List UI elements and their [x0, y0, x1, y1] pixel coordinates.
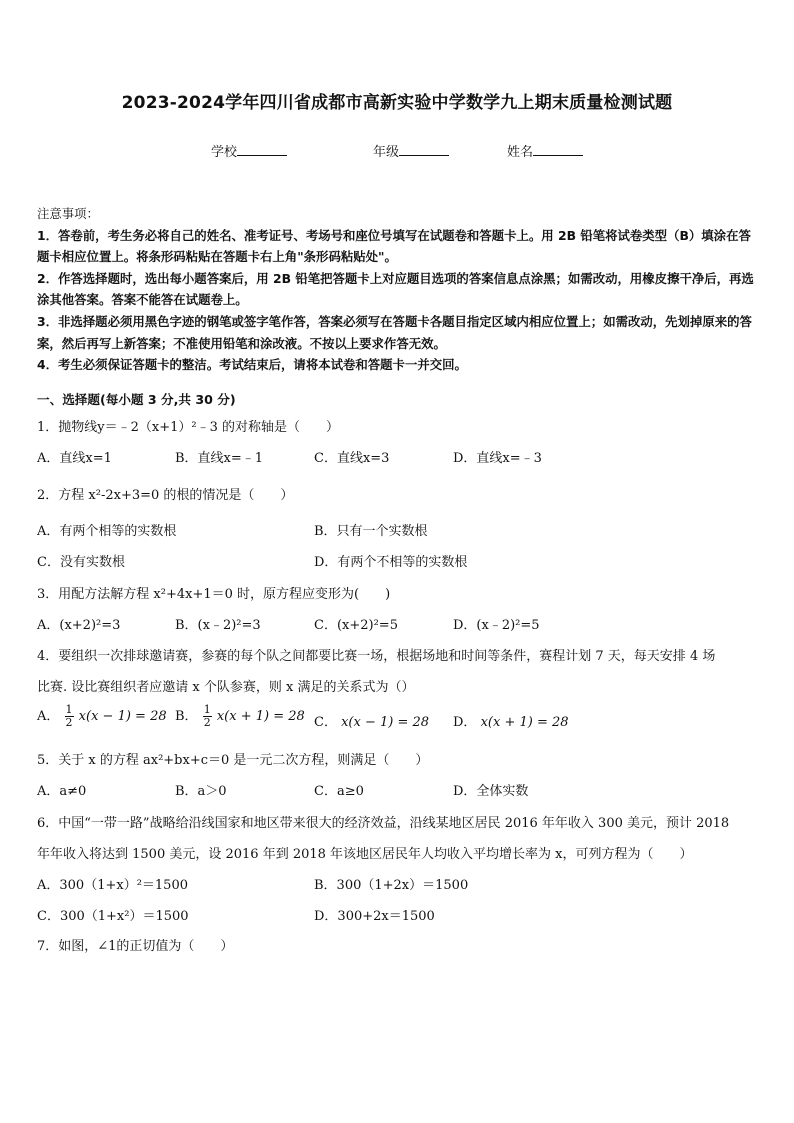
q2-option-c: C．没有实数根: [37, 555, 125, 570]
question-1-stem: 1．抛物线y＝﹣2（x+1）²﹣3 的对称轴是（ ）: [37, 420, 339, 435]
name-label: 姓名: [507, 145, 534, 160]
q5-option-d: D．全体实数: [453, 784, 529, 799]
name-blank: [533, 143, 583, 156]
q5-option-a: A．a≠0: [37, 784, 87, 799]
q4-option-c: [314, 711, 429, 730]
q5-option-b: B．a＞0: [175, 784, 227, 799]
q4-option-b: [175, 704, 305, 729]
grade-field: [373, 141, 449, 160]
q6-option-b: B．300（1+2x）＝1500: [314, 878, 469, 893]
q1-option-a: A．直线x=1: [37, 451, 112, 466]
page-title: 2023-2024学年四川省成都市高新实验中学数学九上期末质量检测试题: [121, 93, 673, 113]
q2-option-a: A．有两个相等的实数根: [37, 524, 177, 539]
q4-option-b-label: B．: [175, 709, 198, 724]
school-label: 学校: [211, 145, 238, 160]
fraction-denominator: 2: [65, 716, 73, 729]
q1-option-b: B．直线x=﹣1: [175, 451, 264, 466]
question-4-stem-line-2: 比赛. 设比赛组织者应邀请 x 个队参赛，则 x 满足的关系式为（）: [37, 680, 415, 695]
q6-option-c: C．300（1+x²）＝1500: [37, 909, 189, 924]
q3-option-b: B．(x﹣2)²=3: [175, 618, 261, 633]
question-2-stem: 2．方程 x²-2x+3=0 的根的情况是（ ）: [37, 488, 294, 503]
question-5-stem: 5．关于 x 的方程 ax²+bx+c＝0 是一元二次方程，则满足（ ）: [37, 753, 429, 768]
q3-option-a: A．(x+2)²=3: [37, 618, 121, 633]
question-3-stem: 3．用配方法解方程 x²+4x+1＝0 时，原方程应变形为( ): [37, 587, 391, 602]
q4-option-a-label: A．: [37, 709, 60, 724]
q4-option-b-expression: x(x + 1) = 28: [216, 709, 305, 724]
q4-option-a-fraction: [65, 704, 74, 729]
q1-option-c: C．直线x=3: [314, 451, 390, 466]
q4-option-d-expression: x(x + 1) = 28: [480, 715, 569, 730]
q4-option-a: [37, 704, 167, 729]
note-item-4: 4．考生必须保证答题卡的整洁。考试结束后，请将本试卷和答题卡一并交回。: [37, 357, 467, 373]
school-field: [211, 141, 287, 160]
q2-option-b: B．只有一个实数根: [314, 524, 428, 539]
exam-notes: [37, 203, 759, 376]
note-item-2: 2．作答选择题时，选出每小题答案后，用 2B 铅笔把答题卡上对应题目选项的答案信息点涂黑；如需改动，用橡皮擦干净后，再选涂其他答案。答案不能答在试题卷上。: [37, 270, 754, 308]
q3-option-d: D．(x﹣2)²=5: [453, 618, 540, 633]
q1-option-d: D．直线x=﹣3: [453, 451, 542, 466]
fraction-denominator: 2: [203, 716, 211, 729]
notes-heading: 注意事项：: [37, 206, 99, 221]
note-item-3: 3．非选择题必须用黑色字迹的钢笔或签字笔作答，答案必须写在答题卡各题目指定区域内相应位置上；如需改动，先划掉原来的答案，然后再写上新答案；不准使用铅笔和涂改液。不按以上要求作答无效。: [37, 313, 752, 351]
grade-blank: [399, 143, 449, 156]
note-item-1: 1．答卷前，考生务必将自己的姓名、准考证号、考场号和座位号填写在试题卷和答题卡上。用 2B 铅笔将试卷类型（B）填涂在答题卡相应位置上。将条形码粘贴在答题卡右上角"条形码粘贴处"。: [37, 227, 751, 265]
school-blank: [237, 143, 287, 156]
fraction-numerator: 1: [203, 703, 211, 716]
grade-label: 年级: [373, 145, 400, 160]
name-field: [507, 141, 583, 160]
q4-option-a-expression: x(x − 1) = 28: [78, 709, 167, 724]
question-7-stem: 7．如图，∠1的正切值为（ ）: [37, 939, 234, 954]
question-4-stem-line-1: 4．要组织一次排球邀请赛，参赛的每个队之间都要比赛一场，根据场地和时间等条件，赛程计划 7 天，每天安排 4 场: [37, 649, 716, 664]
section-heading: 一、选择题(每小题 3 分,共 30 分): [37, 392, 236, 407]
q4-option-b-fraction: [203, 704, 212, 729]
q4-option-d-label: D．: [453, 715, 477, 730]
q5-option-c: C．a≥0: [314, 784, 364, 799]
q4-option-c-label: C．: [314, 715, 337, 730]
question-6-stem-line-1: 6．中国“一带一路”战略给沿线国家和地区带来很大的经济效益，沿线某地区居民 2016 年年收入 300 美元，预计 2018: [37, 816, 730, 831]
q4-option-c-expression: x(x − 1) = 28: [341, 715, 430, 730]
fraction-numerator: 1: [65, 703, 73, 716]
q6-option-d: D．300+2x＝1500: [314, 909, 435, 924]
q4-option-d: [453, 711, 569, 730]
student-info-line: [0, 141, 794, 161]
q6-option-a: A．300（1+x）²＝1500: [37, 878, 188, 893]
question-6-stem-line-2: 年年收入将达到 1500 美元，设 2016 年到 2018 年该地区居民年人均收入平均增长率为 x，可列方程为（ ）: [37, 847, 693, 862]
q2-option-d: D．有两个不相等的实数根: [314, 555, 468, 570]
q3-option-c: C．(x+2)²=5: [314, 618, 398, 633]
